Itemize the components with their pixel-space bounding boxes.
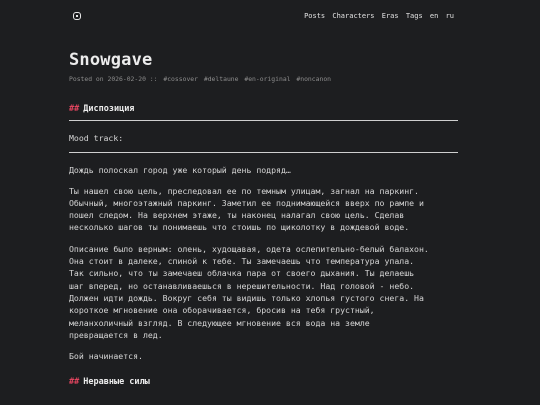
section-heading-text: Неравные силы (83, 377, 150, 388)
paragraph-line: Ты нашел свою цель, преследовал ее по темным улицам, загнал на паркинг. (69, 185, 419, 196)
main-nav (301, 12, 454, 21)
post-title: Snowgave (69, 50, 153, 70)
nav-tags[interactable]: Tags (405, 12, 423, 20)
post-meta (69, 75, 458, 83)
post-content (69, 50, 458, 388)
mood-track-label: Mood track: (69, 133, 124, 143)
site-logo-icon[interactable] (73, 12, 81, 20)
paragraph-2 (69, 185, 458, 234)
paragraph-3 (69, 243, 458, 341)
post-date: Posted on 2026-02-20 :: (69, 75, 158, 83)
paragraph-line: короткое мгновение она оборачивается, бросив на тебя грустный, (69, 305, 375, 316)
tag-link-cossover[interactable]: #cossover (163, 75, 198, 83)
paragraph-line: Так сильно, что ты замечаеш облачка пара от своего дыхания. Ты делаешь (69, 268, 415, 279)
paragraph-line: меланхоличный взгляд. В следующее мгновение вся вода на земле (69, 317, 370, 328)
paragraph-line: Она стоит в далеке, спиной к тебе. Ты замечаешь что температура упала. (69, 256, 415, 267)
tag-link-en-original[interactable]: #en-original (244, 75, 291, 83)
nav-eras[interactable]: Eras (381, 12, 399, 20)
divider (69, 120, 458, 121)
section-heading-disposition (69, 104, 458, 115)
paragraph-line: несколько шагов ты понимаешь что стоишь по щиколотку в дождевой воде. (69, 222, 410, 233)
tag-link-noncanon[interactable]: #noncanon (296, 75, 332, 83)
paragraph-4: Бой начинается. (69, 351, 143, 362)
paragraph-line: шаг вперед, но останавливаешься в нерешительности. Над головой - небо. (69, 280, 415, 291)
paragraph-line: пошел следом. На верхнем этаже, ты наконец налагал свою цель. Сделав (69, 210, 405, 221)
paragraph-1: Дождь полоскал город уже который день подряд… (69, 165, 291, 176)
tag-link-deltaune[interactable]: #deltaune (203, 75, 239, 83)
paragraph-line: Должен идти дождь. Вокруг себя ты видишь только хлопья густого снега. На (69, 292, 424, 303)
top-bar (0, 0, 540, 34)
divider (69, 152, 458, 153)
nav-posts[interactable]: Posts (304, 12, 326, 20)
nav-lang-ru[interactable]: ru (445, 12, 454, 20)
paragraph-line: Обычный, многоэтажный паркинг. Заметил ее поднимающейся вверх по рампе и (69, 197, 424, 208)
paragraph-line: превращается в лед. (69, 329, 163, 340)
section-heading-unequal-forces (69, 377, 458, 388)
heading-hash-mark: ## (69, 377, 80, 388)
paragraph-line: Описание было верным: олень, худощавая, одета ослепительно-белый балахон. (69, 243, 429, 254)
heading-hash-mark: ## (69, 104, 80, 114)
section-heading-text: Диспозиция (83, 104, 135, 114)
nav-lang-en[interactable]: en (429, 12, 439, 20)
nav-characters[interactable]: Characters (332, 12, 375, 20)
